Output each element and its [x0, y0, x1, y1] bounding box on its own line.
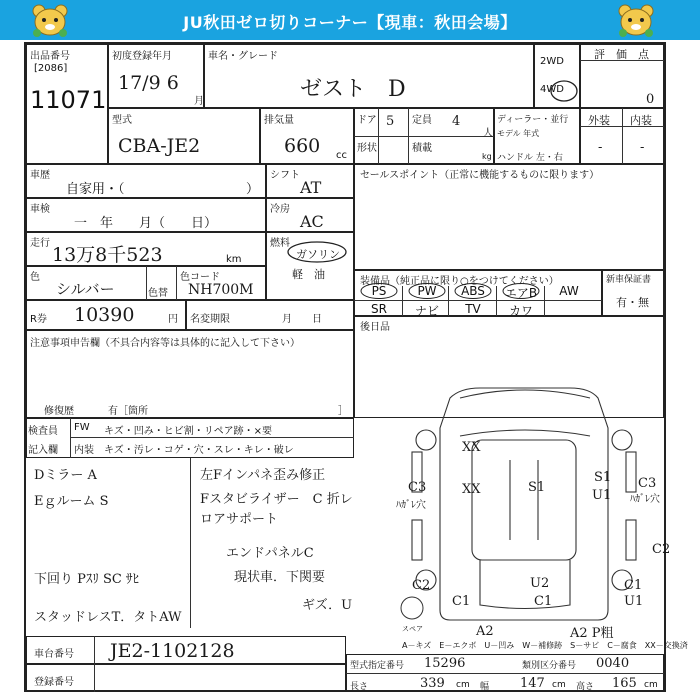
fuel-label: 燃料 [270, 238, 290, 249]
height-value: 165 [612, 676, 637, 691]
mark-u2: U2 [530, 576, 550, 591]
color-code-label: 色コード [180, 272, 220, 283]
fuel-diesel: 軽 油 [292, 268, 325, 281]
equip-label: 装備品（純正品に限り○をつけてください） [360, 276, 559, 287]
fuel-gas: ガソリン [296, 248, 340, 261]
repair-close: ］ [338, 406, 348, 417]
spare-tire-icon [401, 597, 423, 619]
reg-no-box [26, 664, 346, 692]
mark-u1-lower: U1 [624, 594, 644, 609]
mark-hagare-right: ﾊｶﾞﾚ穴 [630, 494, 660, 505]
drive-4wd: 4WD [540, 84, 564, 95]
mark-c1-center: C1 [534, 594, 553, 609]
note-right-4: エンドパネルC [226, 546, 314, 561]
equip-circle [407, 282, 447, 300]
length-label: 長さ [350, 682, 369, 692]
inspector-row2-head: 内装 [74, 445, 94, 456]
meigi-label: 名変期限 [190, 314, 230, 325]
notes-title: 注意事項申告欄（不具合内容等は具体的に記入して下さい） [30, 338, 300, 349]
door-value: 5 [386, 114, 395, 129]
type-no-label: 型式指定番号 [350, 661, 405, 671]
mark-xx-1: XX [462, 440, 481, 455]
model-value: CBA-JE2 [118, 135, 201, 157]
mark-s1-right: S1 [594, 470, 612, 485]
equip-item: PW [417, 284, 437, 298]
inspector-row1: キズ・凹み・ヒビ割・リペア跡・×要 [104, 426, 272, 437]
length-unit: cm [456, 680, 470, 690]
equip-item: エアB [504, 286, 538, 300]
cap-value: 4 [452, 114, 461, 129]
width-unit: cm [552, 680, 566, 690]
inspector-row2: キズ・汚レ・コゲ・穴・スレ・キレ・破レ [104, 445, 294, 456]
equip-item: TV [465, 302, 481, 316]
color-label: 色 [30, 272, 40, 283]
use-value: 自家用・（ [66, 182, 125, 197]
note-right-5: 現状車．下関要 [234, 570, 326, 585]
shift-value: AT [300, 178, 322, 197]
page-title: JU秋田ゼロ切りコーナー【現車：秋田会場】 [183, 13, 517, 32]
note-right-1: 左Fインパネ歪み修正 [200, 468, 326, 483]
mark-a2-p: A2 P粗 [570, 626, 614, 641]
note-left-3: 下回り Pｽﾘ SC ｻﾋ [34, 572, 139, 587]
damage-legend: A－キズ E－エクボ U－凹み W－補修跡 S－サビ C－腐食 XX－交換済 [402, 641, 688, 650]
chassis-value: JE2-1102128 [110, 640, 235, 662]
ac-value: AC [300, 212, 324, 231]
repair-label: 修復歴 [44, 406, 74, 417]
drive-4wd-circle [548, 79, 580, 103]
height-unit: cm [644, 680, 658, 690]
equip-item: SR [371, 302, 387, 316]
recycle-value: 10390 [74, 304, 135, 326]
height-label: 高さ [576, 682, 595, 692]
note-right-2: Fスタビライザー C 折レ [200, 492, 353, 507]
mileage-label: 走行 [30, 238, 50, 249]
equip-circle [501, 282, 541, 300]
width-value: 147 [520, 676, 545, 691]
mark-s1-center: S1 [528, 480, 546, 495]
cap-label: 定員 [412, 115, 432, 126]
score-label: 評 価 点 [594, 48, 649, 61]
mark-c2-left: C2 [412, 578, 431, 593]
equip-item: カワ [508, 304, 533, 318]
drive-2wd: 2WD [540, 56, 564, 67]
score-value: 0 [646, 92, 655, 107]
mileage-value: 13万8千523 [52, 244, 163, 266]
shaken-label: 車検 [30, 204, 50, 215]
warranty-label: 新車保証書 [606, 275, 652, 285]
header-bar [0, 0, 700, 40]
disp-unit: cc [336, 150, 347, 161]
note-right-3: ロアサポート [200, 512, 279, 527]
color-change-label: 色替 [148, 288, 168, 299]
ext-label: 外装 [588, 114, 610, 127]
use-box [26, 164, 266, 198]
handle-label: ハンドル 左・右 [497, 153, 563, 163]
reg-month-unit: 月 [194, 96, 204, 107]
inspector-label1: 検査員 [28, 426, 58, 437]
int-label: 内装 [630, 114, 652, 127]
shaken-value: 一 年 月（ 日） [74, 216, 218, 231]
note-left-4: スタッドレスT．タトAW [34, 610, 182, 625]
disp-value: 660 [284, 135, 321, 157]
mark-xx-2: XX [462, 482, 481, 497]
disp-label: 排気量 [264, 115, 294, 126]
mascot-bear-icon [616, 3, 656, 37]
mark-c2-right: C2 [652, 542, 671, 557]
reg-no-label: 登録番号 [34, 677, 74, 688]
name-label: 車名・グレード [208, 51, 278, 62]
note-right-6: ギズ．U [302, 598, 353, 613]
lot-sub: [2086] [34, 63, 68, 74]
reg-value: 17/9 6 [118, 72, 179, 94]
shift-label: シフト [270, 170, 300, 181]
equip-circle [359, 282, 399, 300]
door-label: ドア [357, 115, 377, 126]
load-unit: kg [482, 152, 492, 161]
mark-c3-left: C3 [408, 480, 427, 495]
int-value: - [640, 140, 645, 155]
shape-label: 形状 [357, 143, 377, 154]
spare-label: スペア [402, 625, 423, 633]
equip-item: ABS [461, 284, 485, 298]
use-close: ） [246, 182, 260, 197]
mark-a2: A2 [476, 624, 494, 639]
repair-value: 有［箇所 [108, 406, 148, 417]
mark-u1-right: U1 [592, 488, 612, 503]
type-no-value: 15296 [424, 656, 466, 671]
model-year-label: モデル 年式 [497, 129, 540, 138]
dealer-label: ディーラー・並行 [497, 115, 569, 125]
equip-circle [453, 282, 493, 300]
equip-item: AW [559, 284, 579, 298]
mark-hagare-left: ﾊｶﾞﾚ穴 [396, 500, 426, 511]
color-code-value: NH700M [188, 282, 254, 298]
mark-c1-left: C1 [452, 594, 471, 609]
length-value: 339 [420, 676, 445, 691]
use-label: 車歴 [30, 170, 50, 181]
reg-label: 初度登録年月 [112, 51, 172, 62]
recycle-label: R券 [30, 314, 47, 325]
inspector-row1-head: FW [74, 422, 90, 433]
note-left-2: Eｇルーム S [34, 494, 109, 509]
warranty-value: 有・無 [616, 296, 649, 309]
meigi-value: 月 日 [282, 314, 322, 325]
recycle-unit: 円 [168, 314, 178, 325]
color-value: シルバー [56, 280, 115, 298]
mark-c3-right: C3 [638, 476, 657, 491]
cap-unit: 人 [483, 128, 493, 139]
class-value: 0040 [596, 656, 630, 671]
after-label: 後日品 [360, 322, 390, 333]
equip-item: PS [371, 284, 387, 298]
sales-label: セールスポイント（正常に機能するものに限ります） [360, 170, 600, 181]
mileage-unit: km [226, 254, 242, 265]
chassis-label: 車台番号 [34, 649, 74, 660]
name-value: ゼスト D [300, 77, 406, 102]
load-label: 積載 [412, 143, 432, 154]
lot-number: 11071 [30, 86, 107, 114]
note-left-1: Dミラー A [34, 468, 97, 483]
lot-label: 出品番号 [30, 51, 70, 62]
model-label: 型式 [112, 115, 132, 126]
inspector-label2: 記入欄 [28, 445, 58, 456]
ac-label: 冷房 [270, 204, 290, 215]
width-label: 幅 [480, 682, 490, 692]
ext-value: - [598, 140, 603, 155]
class-label: 類別区分番号 [522, 661, 577, 671]
equip-item: ナビ [414, 304, 439, 318]
mark-c1-right: C1 [624, 578, 643, 593]
